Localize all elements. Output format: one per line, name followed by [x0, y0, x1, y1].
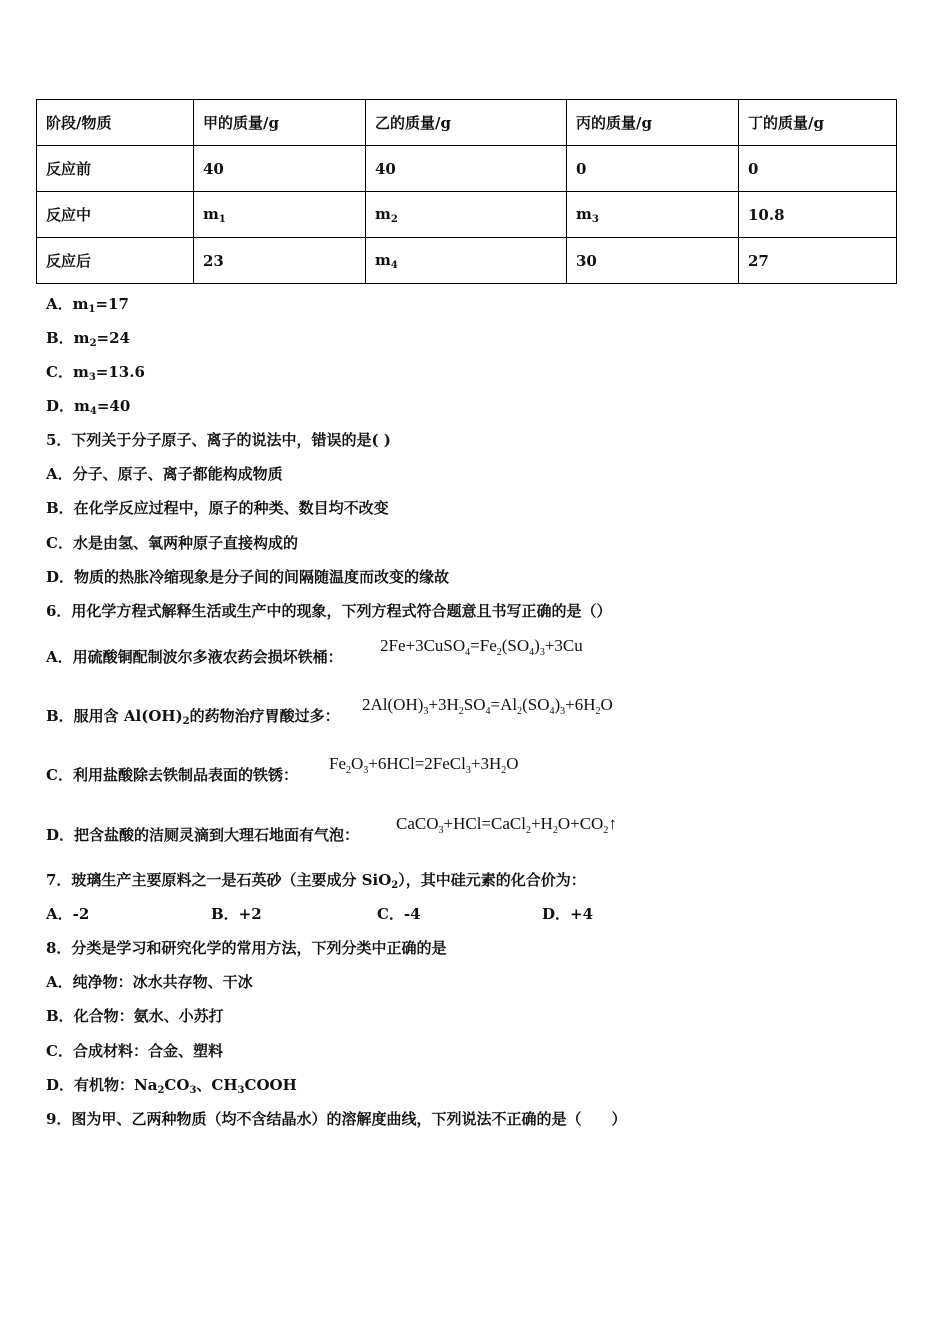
- q6-option-d[interactable]: D．把含盐酸的洁厕灵滴到大理石地面有气泡：: [46, 826, 360, 844]
- option-text: D．有机物：: [46, 1076, 135, 1094]
- q8-option-c[interactable]: C．合成材料：合金、塑料: [46, 1042, 223, 1060]
- cell-text: m: [375, 250, 391, 269]
- equation-a: $2Fe+3CuSO_4=Fe_2(SO_4)_3+3Cu$: [380, 636, 583, 658]
- option-text: =17: [95, 295, 129, 313]
- table-cell: 23: [194, 238, 366, 284]
- equation-c: $Fe_2O_3+6HCl=2FeCl_3+3H_2O$: [329, 754, 519, 776]
- formula-text: CH: [211, 1076, 238, 1094]
- q4-option-a[interactable]: [46, 294, 129, 320]
- q4-option-b[interactable]: [46, 328, 130, 354]
- q5-option-a[interactable]: A．分子、原子、离子都能构成物质: [46, 465, 283, 483]
- table-cell: 反应后: [37, 238, 194, 284]
- table-row: [37, 238, 897, 284]
- table-cell: 10.8: [739, 192, 897, 238]
- header-cell: 甲的质量/g: [194, 100, 366, 146]
- option-subscript: 3: [88, 372, 96, 383]
- q5-stem: 5．下列关于分子原子、离子的说法中，错误的是( ): [46, 431, 391, 449]
- cell-text: m: [576, 204, 592, 223]
- table-row: [37, 146, 897, 192]
- table-cell: 反应前: [37, 146, 194, 192]
- option-text: C．m: [46, 363, 89, 381]
- table-cell: 27: [739, 238, 897, 284]
- q6-option-a[interactable]: A．用硫酸铜配制波尔多液农药会损坏铁桶：: [46, 648, 343, 666]
- option-text: B．服用含 Al(OH): [46, 707, 183, 725]
- q6-option-b[interactable]: [46, 706, 340, 732]
- q9-stem: 9．图为甲、乙两种物质（均不含结晶水）的溶解度曲线，下列说法不正确的是（ ）: [46, 1110, 627, 1128]
- formula-subscript: 3: [237, 1085, 245, 1096]
- q7-option-b[interactable]: B．+2: [211, 905, 262, 923]
- mass-table: [36, 99, 897, 284]
- cell-subscript: 3: [591, 213, 599, 225]
- q7-option-d[interactable]: D．+4: [542, 905, 594, 923]
- stem-text: 7．玻璃生产主要原料之一是石英砂（主要成分 SiO: [46, 871, 392, 889]
- table-cell: 反应中: [37, 192, 194, 238]
- q8-stem: 8．分类是学习和研究化学的常用方法，下列分类中正确的是: [46, 939, 447, 957]
- option-text: =13.6: [95, 363, 145, 381]
- formula-text: COOH: [244, 1076, 297, 1094]
- header-cell: 阶段/物质: [37, 100, 194, 146]
- option-text: A．m: [46, 295, 89, 313]
- q7-stem: [46, 870, 586, 896]
- table-cell: 40: [194, 146, 366, 192]
- q4-option-c[interactable]: [46, 362, 145, 388]
- option-text: =40: [96, 397, 131, 415]
- q8-option-d[interactable]: [46, 1075, 297, 1101]
- q8-option-a[interactable]: A．纯净物：冰水共存物、干冰: [46, 973, 253, 991]
- separator: 、: [196, 1076, 212, 1094]
- option-text: =24: [96, 329, 130, 347]
- q6-stem: 6．用化学方程式解释生活或生产中的现象，下列方程式符合题意且书写正确的是（）: [46, 602, 612, 620]
- option-subscript: 2: [182, 716, 190, 727]
- header-cell: 乙的质量/g: [366, 100, 567, 146]
- table-cell: 0: [567, 146, 739, 192]
- equation-d: $CaCO_3+HCl=CaCl_2+H_2O+CO_2↑$: [396, 814, 617, 836]
- q5-option-c[interactable]: C．水是由氢、氧两种原子直接构成的: [46, 534, 298, 552]
- table-header-row: [37, 100, 897, 146]
- q7-option-c[interactable]: C．-4: [377, 905, 421, 923]
- equation-b: $2Al(OH)_3+3H_2SO_4=Al_2(SO_4)_3+6H_2O$: [362, 695, 613, 717]
- cell-subscript: 2: [390, 213, 398, 225]
- table-cell: 40: [366, 146, 567, 192]
- table-cell: [366, 192, 567, 238]
- option-text: D．m: [46, 397, 90, 415]
- q5-option-b[interactable]: B．在化学反应过程中，原子的种类、数目均不改变: [46, 499, 389, 517]
- option-subscript: 1: [88, 304, 96, 315]
- option-text: 的药物治疗胃酸过多：: [189, 707, 340, 725]
- header-cell: 丙的质量/g: [567, 100, 739, 146]
- cell-subscript: 4: [390, 259, 398, 271]
- option-text: B．m: [46, 329, 90, 347]
- formula-subscript: 2: [157, 1085, 165, 1096]
- option-subscript: 2: [89, 338, 97, 349]
- option-subscript: 4: [89, 406, 97, 417]
- q4-option-d[interactable]: [46, 396, 130, 422]
- q8-option-b[interactable]: B．化合物：氨水、小苏打: [46, 1007, 224, 1025]
- stem-text: ），其中硅元素的化合价为：: [398, 871, 586, 889]
- cell-subscript: 1: [218, 213, 226, 225]
- cell-text: m: [203, 204, 219, 223]
- cell-text: m: [375, 204, 391, 223]
- table-cell: [366, 238, 567, 284]
- formula-subscript: 3: [189, 1085, 197, 1096]
- formula-text: CO: [164, 1076, 190, 1094]
- stem-subscript: 2: [391, 880, 399, 891]
- table-cell: [194, 192, 366, 238]
- table-cell: 0: [739, 146, 897, 192]
- q5-option-d[interactable]: D．物质的热胀冷缩现象是分子间的间隔随温度而改变的缘故: [46, 568, 450, 586]
- table-cell: [567, 192, 739, 238]
- formula-text: Na: [134, 1076, 158, 1094]
- q7-option-a[interactable]: A．-2: [46, 905, 90, 923]
- table-cell: 30: [567, 238, 739, 284]
- header-cell: 丁的质量/g: [739, 100, 897, 146]
- q6-option-c[interactable]: C．利用盐酸除去铁制品表面的铁锈：: [46, 766, 298, 784]
- table-row: [37, 192, 897, 238]
